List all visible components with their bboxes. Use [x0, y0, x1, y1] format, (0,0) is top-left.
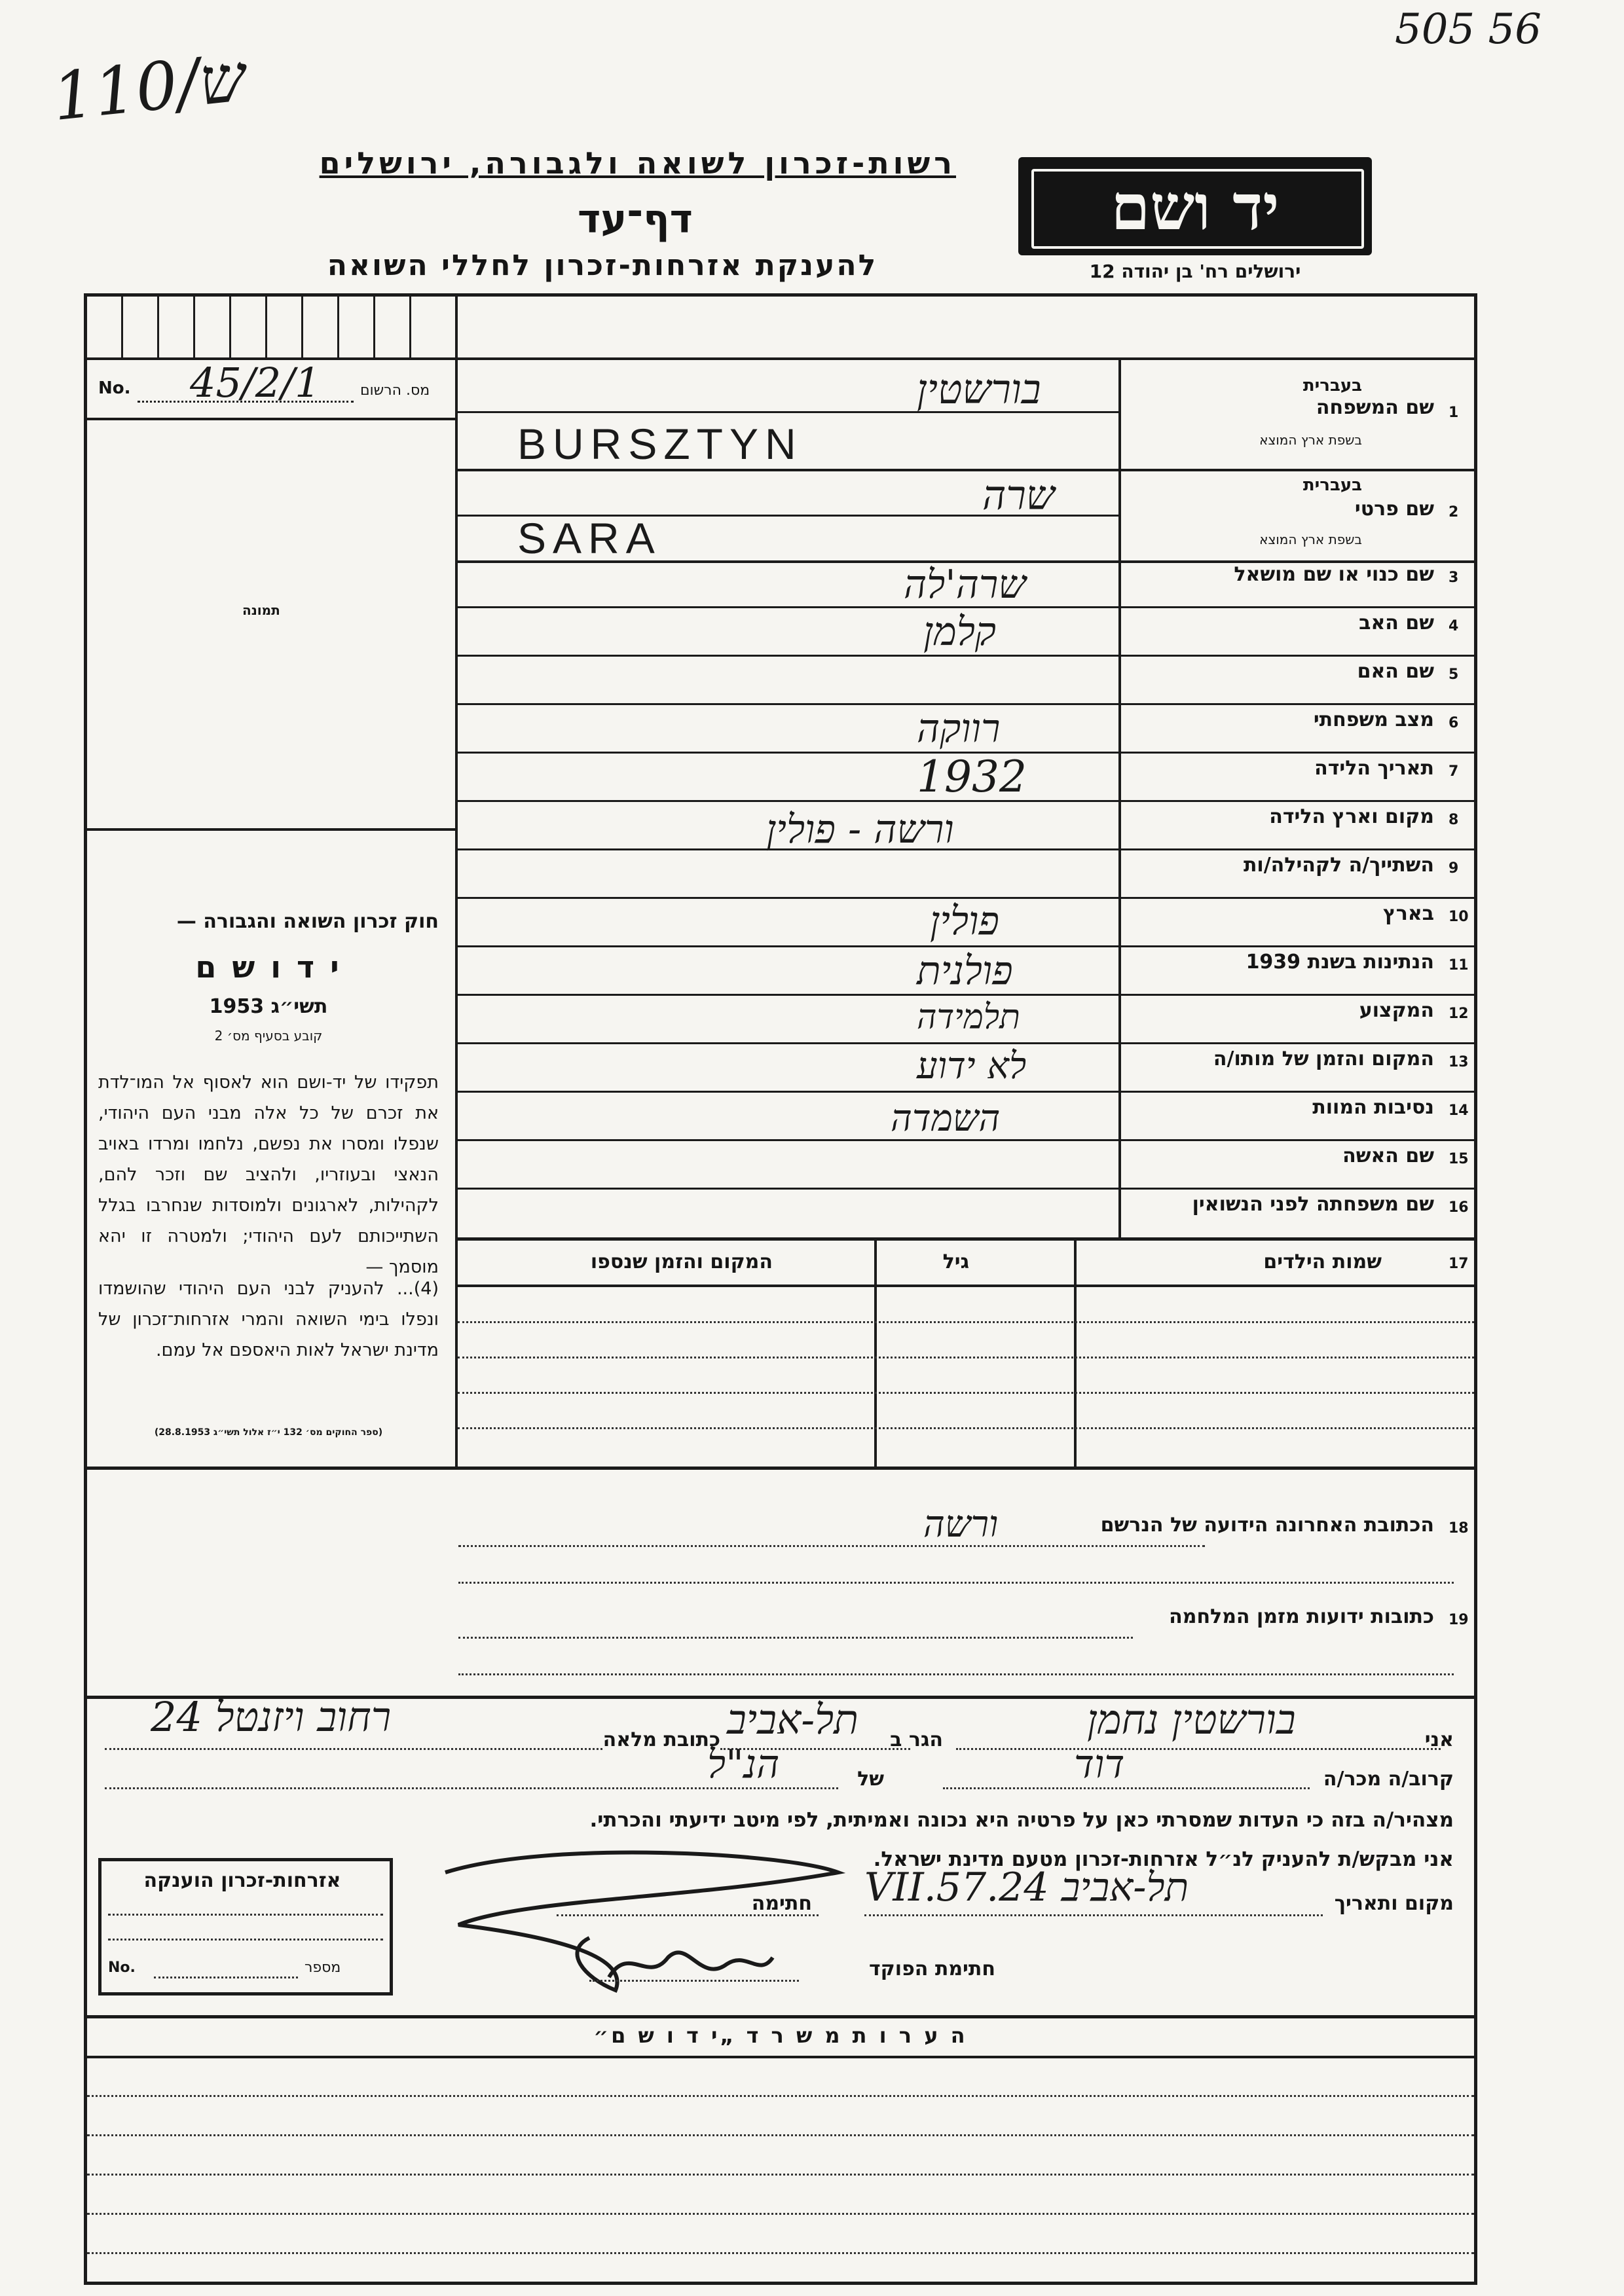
field-num-10: 10: [1449, 909, 1469, 925]
authority-title: רשות-זכרון לשואה ולגבורה, ירושלים: [319, 145, 956, 181]
field-label-maiden-name: שם משפחתה לפני הנשואין: [1192, 1193, 1434, 1216]
profession-value: תלמידה: [917, 998, 1020, 1037]
field-num-16: 16: [1449, 1199, 1469, 1216]
family-name-hebrew: בורשטין: [917, 365, 1041, 413]
law-title: חוק זכרון השואה והגבורה —: [176, 910, 439, 933]
decl-of: של: [857, 1768, 884, 1791]
field-sub-hebrew-2: בעברית: [1302, 475, 1362, 495]
address: ירושלים רח' בן יהודה 12: [1089, 261, 1301, 282]
form-title: דף־עד: [578, 196, 693, 242]
field-label-country: בארץ: [1382, 902, 1434, 925]
reg-no-value: 45/2/1: [190, 359, 321, 407]
photo-label: תמונה: [242, 602, 280, 618]
field-num-8: 8: [1449, 812, 1459, 828]
citizenship-stamp-box: [98, 1858, 393, 1995]
birth-date-value: 1932: [917, 752, 1027, 802]
country-value: פולין: [930, 898, 999, 944]
field-label-first-name: שם פרטי: [1354, 498, 1434, 520]
officer-signature-mark: [602, 1938, 779, 1997]
form-subtitle: להענקת אזרחות-זכרון לחללי השואה: [327, 249, 878, 282]
stamp-title: אזרחות-זכרון הוענקה: [143, 1869, 341, 1892]
declarant-city: תל-אביב: [727, 1696, 858, 1743]
field-label-nationality-1939: הנתינות בשנת 1939: [1246, 951, 1434, 974]
family-name-original: BURSZTYN: [517, 420, 803, 468]
field-label-wife-name: שם האשה: [1342, 1144, 1434, 1167]
field-label-family-name: שם המשפחה: [1316, 396, 1434, 419]
field-label-community: השתייך/ה לקהילה/ות: [1243, 854, 1434, 877]
field-label-death-place-time: המקום והזמן של מותו/ה: [1213, 1048, 1434, 1070]
marital-status-value: רווקה: [917, 706, 1001, 752]
place-date-value: תל-אביב 24.VII.57: [864, 1865, 1189, 1910]
nationality-value: פולנית: [917, 948, 1013, 994]
decl-statement: מצהיר/ה בזה כי העדות שמסרתי כאן על פרטיה היא נכונה ואמיתית, לפי מיטב ידיעתי והכרתי.: [589, 1808, 1454, 1832]
field-num-4: 4: [1449, 618, 1459, 634]
office-notes-title: ה ע ר ו ת מ ש ר ד „י ד ו ש ם״: [593, 2023, 968, 2048]
law-clause: קובע בסעיף מס׳ 2: [214, 1028, 323, 1044]
decl-resident: הגר ב: [890, 1728, 943, 1751]
law-name: י ד ו ש ם: [195, 949, 342, 985]
children-place-header: המקום והזמן שנספו: [590, 1250, 773, 1273]
file-annotation: 110/ש: [48, 39, 249, 136]
field-num-1: 1: [1449, 405, 1459, 421]
field-num-6: 6: [1449, 715, 1459, 731]
decl-full-address: כתובת מלאה: [602, 1728, 720, 1751]
field-num-7: 7: [1449, 763, 1459, 780]
birth-place-value: ורשה - פולין: [766, 807, 954, 852]
field-label-marital-status: מצב משפחתי: [1313, 708, 1434, 731]
father-name-value: קלמן: [923, 609, 997, 655]
last-address-value: ורשה: [923, 1503, 999, 1546]
field-num-19: 19: [1449, 1612, 1469, 1628]
field-num-3: 3: [1449, 570, 1459, 586]
field-label-last-address: הכתובת האחרונה הידועה של הנרשם: [1100, 1514, 1434, 1537]
field-sub-origin-2: בשפת ארץ המוצא: [1259, 532, 1362, 547]
law-paragraph-2: (4)... להעניק לבני העם היהודי שהושמדו ונפלו בימי השואה והמרי אזרחות־זכרון של מדינת ישראל לאות היאספם אל עמם.: [98, 1279, 439, 1360]
children-age-header: גיל: [942, 1250, 969, 1273]
field-label-nickname: שם כנוי או שם מושאל: [1234, 563, 1434, 586]
field-label-father-name: שם האב: [1359, 611, 1434, 634]
law-year: תשי״ג 1953: [209, 995, 328, 1018]
field-num-12: 12: [1449, 1006, 1469, 1022]
field-num-17: 17: [1449, 1256, 1469, 1272]
field-sub-origin-1: בשפת ארץ המוצא: [1259, 432, 1362, 448]
field-label-birth-date: תאריך הלידה: [1314, 757, 1434, 780]
law-paragraph-1: תפקידו של יד-ושם הוא לאסוף אל המו־לדת את זכרם של כל אלה מבני העם היהודי, שנפלו ומסרו את נפשם, נלחמו ומרדו באויב הנאצי ובעוזריו, ולהציב שם וזכר להם, לקהילות, לארגונים ולמוסדות שנחרבו בגלל השתייכותם לעם היהודי; ולמטרה זו יהא מוסמך —: [98, 1072, 439, 1277]
field-label-birth-place: מקום וארץ הלידה: [1269, 805, 1434, 828]
field-num-15: 15: [1449, 1151, 1469, 1167]
field-num-11: 11: [1449, 957, 1469, 974]
stamp-no: No.: [108, 1959, 136, 1976]
children-names-header: שמות הילדים: [1263, 1250, 1382, 1273]
first-name-hebrew: שרה: [982, 471, 1055, 519]
declarant-address: רחוב ויזנטל 24: [151, 1693, 392, 1741]
decl-relation-label: קרוב/ה מכר/ה: [1323, 1768, 1454, 1791]
field-label-death-circumstances: נסיבות המוות: [1312, 1096, 1434, 1119]
decl-i: אני: [1424, 1728, 1454, 1751]
signature-label: חתימה: [751, 1892, 812, 1915]
field-num-18: 18: [1449, 1520, 1469, 1537]
death-circumstances-value: השמדה: [891, 1097, 1001, 1140]
yad-vashem-logo: [1018, 157, 1372, 255]
officer-signature-label: חתימת הפוקד: [869, 1958, 995, 1980]
field-num-14: 14: [1449, 1102, 1469, 1119]
place-date-label: מקום ותאריך: [1334, 1892, 1454, 1915]
field-num-9: 9: [1449, 860, 1459, 877]
relation-of-value: הנ"ל: [707, 1741, 780, 1787]
field-sub-hebrew-1: בעברית: [1302, 376, 1362, 395]
declarant-name: בורשטין נחמן: [1087, 1696, 1296, 1743]
reg-label: מס. הרשום: [360, 382, 430, 399]
reg-no-label: No.: [98, 378, 131, 398]
relation-value: דוד: [1074, 1741, 1125, 1787]
death-place-value: לא ידוע: [917, 1045, 1027, 1087]
law-reference: (ספר החוקים מס׳ 132 י״ז אלול תשי״ג 28.8.1953): [154, 1427, 383, 1438]
first-name-original: SARA: [517, 514, 661, 562]
field-num-5: 5: [1449, 666, 1459, 683]
field-label-profession: המקצוע: [1359, 999, 1434, 1022]
field-num-2: 2: [1449, 504, 1459, 520]
field-label-wartime-addresses: כתובות ידועות מזמן המלחמה: [1169, 1605, 1434, 1628]
field-label-mother-name: שם האם: [1357, 660, 1434, 683]
field-num-13: 13: [1449, 1054, 1469, 1070]
stamp-number-label: מספר: [304, 1959, 341, 1976]
nickname-value: שרה'לה: [904, 562, 1026, 608]
logo-text: יד ושם: [1111, 170, 1280, 244]
decl-request: אני מבקש/ת להעניק לנ״ל אזרחות-זכרון מטעם מדינת ישראל.: [873, 1848, 1454, 1871]
archive-number: 505 56: [1395, 5, 1541, 54]
